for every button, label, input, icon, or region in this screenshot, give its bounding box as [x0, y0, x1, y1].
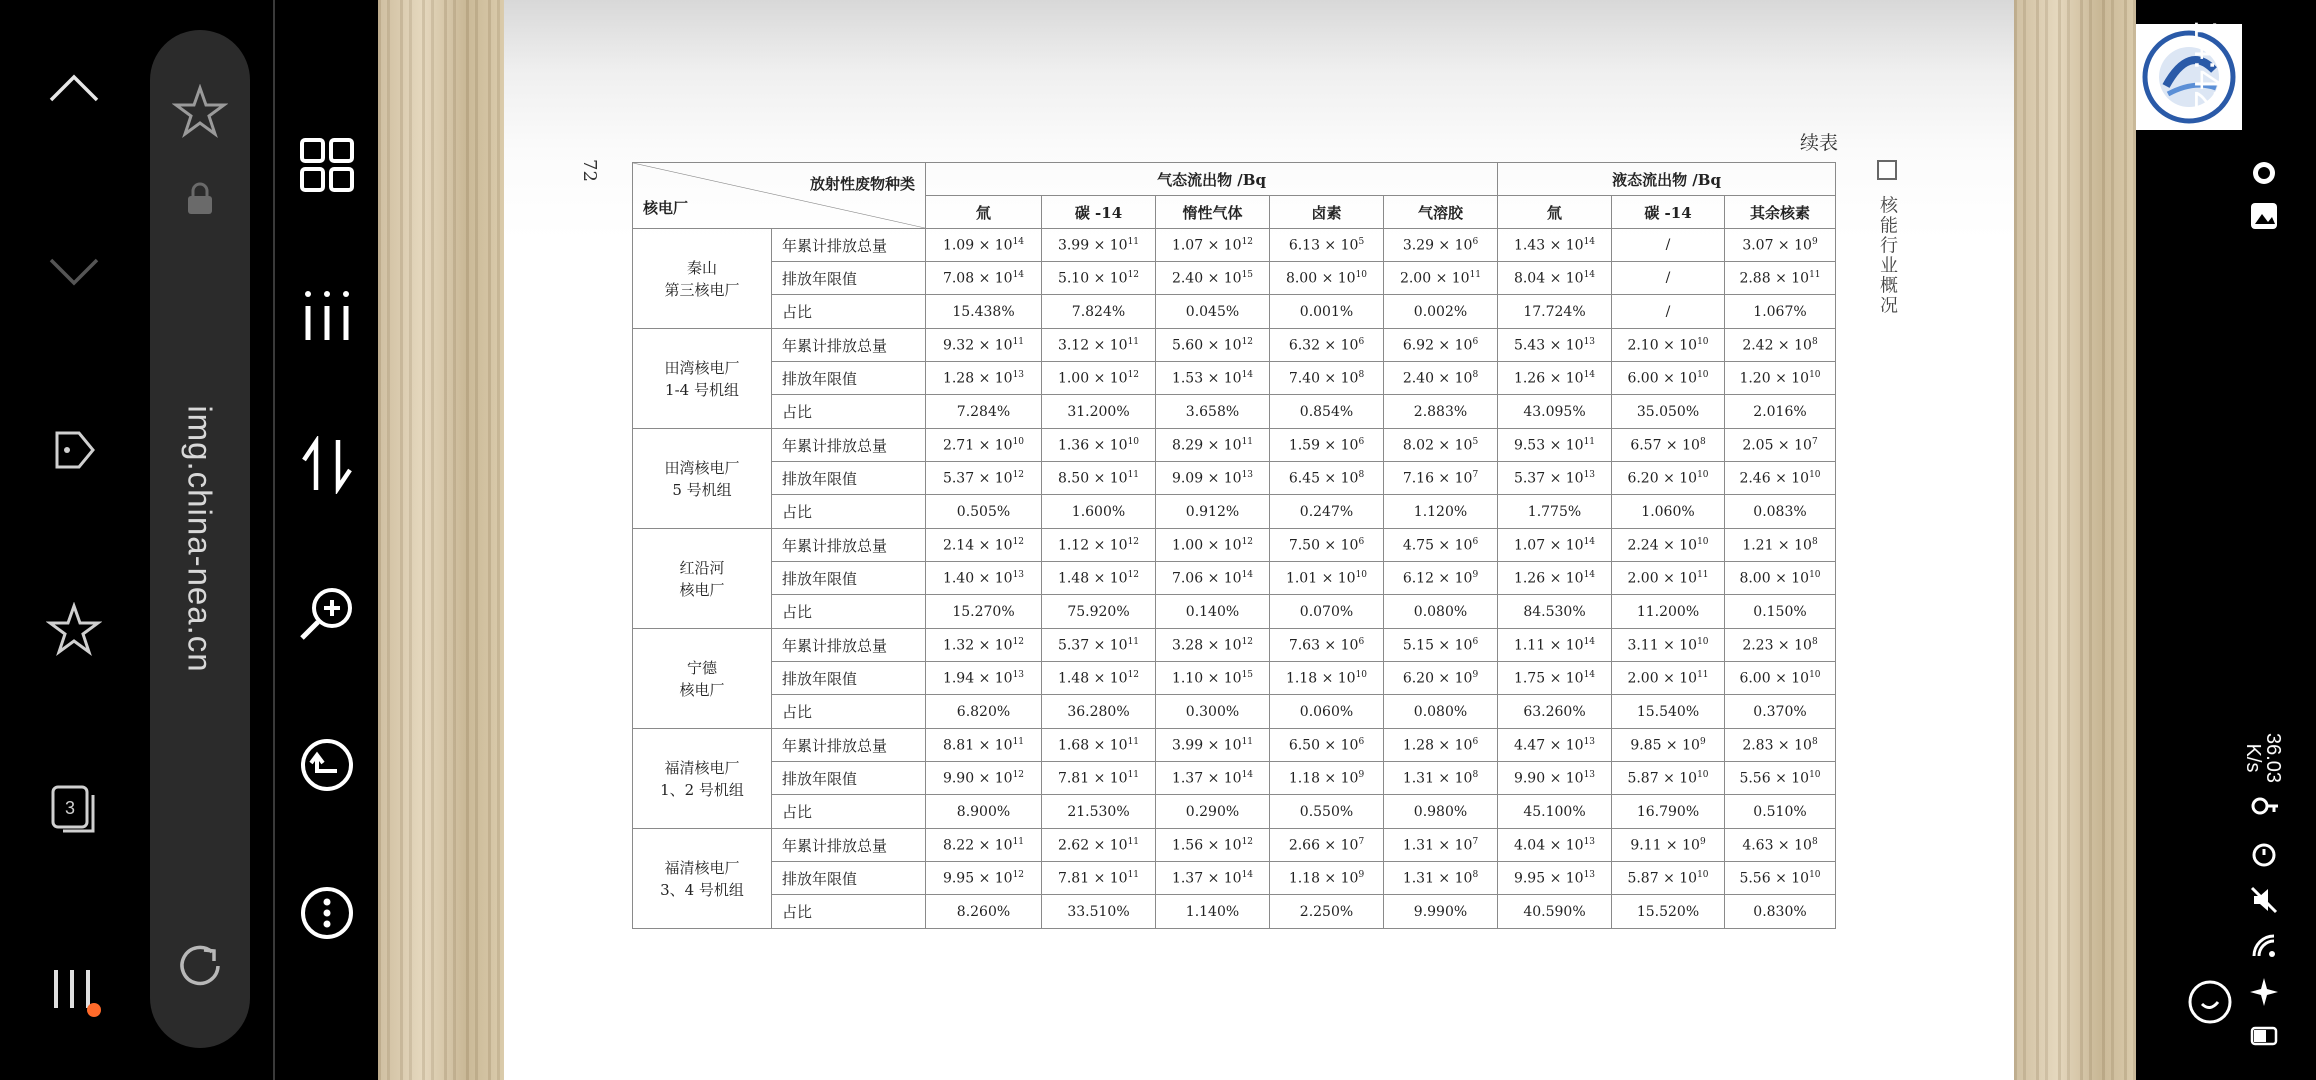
table-cell: $8.22 \times 10^{11}$	[926, 829, 1042, 862]
table-cell: $1.28 \times 10^{13}$	[926, 362, 1042, 395]
table-row	[633, 895, 1836, 929]
table-row	[633, 662, 1836, 695]
table-cell: $6.20 \times 10^{10}$	[1612, 462, 1725, 495]
table-cell: $5.60 \times 10^{12}$	[1156, 329, 1270, 362]
table-cell: 0.247%	[1270, 495, 1384, 529]
table-cell: $6.92 \times 10^6$	[1384, 329, 1498, 362]
wifi-icon	[2244, 926, 2284, 966]
column-header: 碳 -14	[1042, 196, 1156, 229]
clock: 14:42	[2187, 19, 2229, 111]
table-cell: $9.90 \times 10^{12}$	[926, 762, 1042, 795]
table-cell: 7.824%	[1042, 295, 1156, 329]
table-cell: $1.11 \times 10^{14}$	[1498, 629, 1612, 662]
battery-icon	[2244, 1016, 2284, 1056]
table-cell: /	[1612, 262, 1725, 295]
table-cell: $2.46 \times 10^{10}$	[1725, 462, 1836, 495]
table-cell: $2.00 \times 10^{11}$	[1612, 562, 1725, 595]
table-cell: $8.50 \times 10^{11}$	[1042, 462, 1156, 495]
plant-name-cell	[633, 629, 772, 729]
plant-name-cell	[633, 329, 772, 429]
corner-top-label: 放射性废物种类	[809, 175, 915, 193]
table-cell: $1.94 \times 10^{13}$	[926, 662, 1042, 695]
metric-label: 排放年限值	[772, 462, 926, 495]
table-cell: 0.510%	[1725, 795, 1836, 829]
table-cell: 17.724%	[1498, 295, 1612, 329]
table-cell: 8.900%	[926, 795, 1042, 829]
table-row	[633, 795, 1836, 829]
plant-name-line2: 核电厂	[679, 580, 725, 599]
table-cell: $7.81 \times 10^{11}$	[1042, 862, 1156, 895]
plant-name-line1: 福清核电厂	[664, 858, 740, 877]
table-cell: $7.63 \times 10^6$	[1270, 629, 1384, 662]
plant-name-line2: 核电厂	[679, 680, 725, 699]
plant-name-cell	[633, 529, 772, 629]
table-cell: $2.10 \times 10^{10}$	[1612, 329, 1725, 362]
table-cell: $5.56 \times 10^{10}$	[1725, 762, 1836, 795]
table-cell: $6.13 \times 10^5$	[1270, 229, 1384, 262]
table-cell: $4.63 \times 10^8$	[1725, 829, 1836, 862]
table-cell: 2.250%	[1270, 895, 1384, 929]
table-cell: 7.284%	[926, 395, 1042, 429]
table-cell: $2.62 \times 10^{11}$	[1042, 829, 1156, 862]
plant-name-line2: 第三核电厂	[664, 280, 740, 299]
metric-label: 年累计排放总量	[772, 829, 926, 862]
url-text[interactable]: img.china-nea.cn	[182, 405, 219, 673]
table-row	[633, 329, 1836, 362]
table-cell: 0.830%	[1725, 895, 1836, 929]
table-cell: $9.53 \times 10^{11}$	[1498, 429, 1612, 462]
column-header: 氚	[926, 196, 1042, 229]
swap-icon[interactable]	[294, 432, 360, 498]
table-row	[633, 495, 1836, 529]
table-cell: 1.060%	[1612, 495, 1725, 529]
plant-name-cell	[633, 829, 772, 929]
table-cell: $6.20 \times 10^9$	[1384, 662, 1498, 695]
table-cell: 8.260%	[926, 895, 1042, 929]
plant-name-cell	[633, 729, 772, 829]
table-cell: $9.95 \times 10^{13}$	[1498, 862, 1612, 895]
table-cell: $2.88 \times 10^{11}$	[1725, 262, 1836, 295]
table-cell: $9.85 \times 10^9$	[1612, 729, 1725, 762]
table-cell: $4.75 \times 10^6$	[1384, 529, 1498, 562]
table-cell: 0.912%	[1156, 495, 1270, 529]
table-row	[633, 695, 1836, 729]
metric-label: 年累计排放总量	[772, 729, 926, 762]
table-cell: $6.57 \times 10^8$	[1612, 429, 1725, 462]
column-header: 其余核素	[1725, 196, 1836, 229]
column-header: 惰性气体	[1156, 196, 1270, 229]
table-cell: $1.07 \times 10^{12}$	[1156, 229, 1270, 262]
section-marker-icon	[1877, 160, 1897, 180]
table-cell: 63.260%	[1498, 695, 1612, 729]
table-cell: $8.02 \times 10^5$	[1384, 429, 1498, 462]
table-row	[633, 229, 1836, 262]
group-header-liquid: 液态流出物 /Bq	[1498, 163, 1836, 196]
table-cell: $1.48 \times 10^{12}$	[1042, 562, 1156, 595]
rotate-icon[interactable]	[294, 732, 360, 798]
table-cell: 1.067%	[1725, 295, 1836, 329]
wood-background-right	[2014, 0, 2136, 1080]
table-cell: $9.11 \times 10^9$	[1612, 829, 1725, 862]
tabs-icon[interactable]	[34, 770, 114, 850]
metric-label: 年累计排放总量	[772, 629, 926, 662]
table-cell: 0.045%	[1156, 295, 1270, 329]
table-cell: 0.080%	[1384, 695, 1498, 729]
table-cell: 9.990%	[1384, 895, 1498, 929]
assistant-icon[interactable]	[2186, 978, 2234, 1026]
gallery-icon	[2244, 196, 2284, 236]
metric-label: 占比	[772, 295, 926, 329]
tag-icon[interactable]	[34, 410, 114, 490]
alarm-icon-2	[2244, 834, 2284, 874]
plant-name-cell	[633, 429, 772, 529]
table-cell: $1.26 \times 10^{14}$	[1498, 362, 1612, 395]
table-cell: 0.140%	[1156, 595, 1270, 629]
metric-label: 占比	[772, 895, 926, 929]
table-row	[633, 262, 1836, 295]
table-cell: $6.00 \times 10^{10}$	[1612, 362, 1725, 395]
table-cell: 15.270%	[926, 595, 1042, 629]
table-cell: 1.140%	[1156, 895, 1270, 929]
table-cell: $2.00 \times 10^{11}$	[1384, 262, 1498, 295]
table-cell: $3.11 \times 10^{10}$	[1612, 629, 1725, 662]
table-cell: $5.10 \times 10^{12}$	[1042, 262, 1156, 295]
table-cell: $3.28 \times 10^{12}$	[1156, 629, 1270, 662]
table-cell: 1.120%	[1384, 495, 1498, 529]
table-cell: 75.920%	[1042, 595, 1156, 629]
metric-label: 排放年限值	[772, 662, 926, 695]
metric-label: 年累计排放总量	[772, 529, 926, 562]
table-cell: $7.40 \times 10^8$	[1270, 362, 1384, 395]
table-cell: $1.31 \times 10^7$	[1384, 829, 1498, 862]
wood-background-left	[378, 0, 504, 1080]
table-cell: 0.080%	[1384, 595, 1498, 629]
table-cell: $2.66 \times 10^7$	[1270, 829, 1384, 862]
table-cell: $7.06 \times 10^{14}$	[1156, 562, 1270, 595]
table-cell: $6.00 \times 10^{10}$	[1725, 662, 1836, 695]
table-cell: $7.50 \times 10^6$	[1270, 529, 1384, 562]
column-header: 氚	[1498, 196, 1612, 229]
column-header: 碳 -14	[1612, 196, 1725, 229]
table-row	[633, 595, 1836, 629]
table-cell: $1.26 \times 10^{14}$	[1498, 562, 1612, 595]
table-cell: $1.18 \times 10^9$	[1270, 762, 1384, 795]
plant-name-line2: 1-4 号机组	[665, 380, 739, 399]
table-cell: $1.36 \times 10^{10}$	[1042, 429, 1156, 462]
table-cell: 0.505%	[926, 495, 1042, 529]
table-cell: $8.04 \times 10^{14}$	[1498, 262, 1612, 295]
table-cell: $9.32 \times 10^{11}$	[926, 329, 1042, 362]
table-cell: 15.438%	[926, 295, 1042, 329]
table-cell: $1.00 \times 10^{12}$	[1042, 362, 1156, 395]
table-cell: 1.600%	[1042, 495, 1156, 529]
more-icon[interactable]	[294, 880, 360, 946]
star-outline-icon[interactable]	[34, 590, 114, 670]
table-row	[633, 395, 1836, 429]
table-cell: $5.15 \times 10^6$	[1384, 629, 1498, 662]
table-row	[633, 762, 1836, 795]
table-cell: 0.070%	[1270, 595, 1384, 629]
table-cell: $1.53 \times 10^{14}$	[1156, 362, 1270, 395]
table-cell: 35.050%	[1612, 395, 1725, 429]
svg-text:3: 3	[64, 798, 76, 818]
table-cell: $3.12 \times 10^{11}$	[1042, 329, 1156, 362]
table-cell: /	[1612, 295, 1725, 329]
table-cell: 0.980%	[1384, 795, 1498, 829]
plant-name-cell	[633, 229, 772, 329]
table-cell: 40.590%	[1498, 895, 1612, 929]
table-cell: $1.09 \times 10^{14}$	[926, 229, 1042, 262]
table-cell: $1.48 \times 10^{12}$	[1042, 662, 1156, 695]
table-cell: $6.50 \times 10^6$	[1270, 729, 1384, 762]
table-cell: $3.99 \times 10^{11}$	[1042, 229, 1156, 262]
table-cell: $2.24 \times 10^{10}$	[1612, 529, 1725, 562]
table-cell: $2.83 \times 10^8$	[1725, 729, 1836, 762]
table-cell: $1.40 \times 10^{13}$	[926, 562, 1042, 595]
viewer-toolbar	[276, 0, 378, 1080]
table-cell: $5.87 \times 10^{10}$	[1612, 862, 1725, 895]
table-cell: $8.00 \times 10^{10}$	[1725, 562, 1836, 595]
menu-icon[interactable]	[34, 948, 114, 1028]
table-cell: $1.43 \times 10^{14}$	[1498, 229, 1612, 262]
table-cell: $7.08 \times 10^{14}$	[926, 262, 1042, 295]
table-cell: $1.37 \times 10^{14}$	[1156, 862, 1270, 895]
table-cell: $9.09 \times 10^{13}$	[1156, 462, 1270, 495]
table-cell: $2.23 \times 10^8$	[1725, 629, 1836, 662]
table-cell: $3.29 \times 10^6$	[1384, 229, 1498, 262]
table-cell: 0.002%	[1384, 295, 1498, 329]
table-cell: $1.28 \times 10^6$	[1384, 729, 1498, 762]
table-row	[633, 362, 1836, 395]
mute-icon	[2244, 880, 2284, 920]
table-cell: $1.31 \times 10^8$	[1384, 762, 1498, 795]
plant-name-line1: 宁德	[686, 658, 717, 677]
plant-name-line1: 田湾核电厂	[664, 358, 740, 377]
table-cell: $2.40 \times 10^{15}$	[1156, 262, 1270, 295]
table-cell: $4.47 \times 10^{13}$	[1498, 729, 1612, 762]
plant-name-line1: 红沿河	[679, 558, 725, 577]
metric-label: 排放年限值	[772, 262, 926, 295]
plant-name-line1: 秦山	[686, 258, 717, 277]
metric-label: 占比	[772, 695, 926, 729]
table-cell: 11.200%	[1612, 595, 1725, 629]
table-cell: $5.37 \times 10^{11}$	[1042, 629, 1156, 662]
table-row	[633, 562, 1836, 595]
metric-label: 排放年限值	[772, 562, 926, 595]
table-cell: 33.510%	[1042, 895, 1156, 929]
table-cell: 1.775%	[1498, 495, 1612, 529]
table-cell: $6.32 \times 10^6$	[1270, 329, 1384, 362]
table-cell: $1.07 \times 10^{14}$	[1498, 529, 1612, 562]
table-cell: $4.04 \times 10^{13}$	[1498, 829, 1612, 862]
group-header-gas: 气态流出物 /Bq	[926, 163, 1498, 196]
plant-name-line1: 福清核电厂	[664, 758, 740, 777]
table-cell: $5.87 \times 10^{10}$	[1612, 762, 1725, 795]
table-cell: $6.12 \times 10^9$	[1384, 562, 1498, 595]
table-cell: $9.95 \times 10^{12}$	[926, 862, 1042, 895]
columns-icon[interactable]	[294, 282, 360, 348]
table-cell: $2.42 \times 10^8$	[1725, 329, 1836, 362]
table-cell: $5.43 \times 10^{13}$	[1498, 329, 1612, 362]
metric-label: 占比	[772, 495, 926, 529]
table-cell: $3.07 \times 10^9$	[1725, 229, 1836, 262]
table-cell: $1.75 \times 10^{14}$	[1498, 662, 1612, 695]
table-cell: $2.05 \times 10^7$	[1725, 429, 1836, 462]
metric-label: 占比	[772, 395, 926, 429]
metric-label: 占比	[772, 795, 926, 829]
effluent-table	[632, 162, 1836, 929]
table-cell: /	[1612, 229, 1725, 262]
table-cell: $1.56 \times 10^{12}$	[1156, 829, 1270, 862]
table-cell: $5.37 \times 10^{12}$	[926, 462, 1042, 495]
plant-name-line2: 3、4 号机组	[660, 880, 744, 899]
table-row	[633, 529, 1836, 562]
column-header: 卤素	[1270, 196, 1384, 229]
table-row	[633, 862, 1836, 895]
table-row	[633, 729, 1836, 762]
table-cell: 0.300%	[1156, 695, 1270, 729]
table-cell: $1.31 \times 10^8$	[1384, 862, 1498, 895]
table-cell: 0.001%	[1270, 295, 1384, 329]
table-row	[633, 629, 1836, 662]
table-cell: $1.68 \times 10^{11}$	[1042, 729, 1156, 762]
metric-label: 排放年限值	[772, 862, 926, 895]
table-cell: $8.81 \times 10^{11}$	[926, 729, 1042, 762]
table-row	[633, 829, 1836, 862]
table-cell: $1.32 \times 10^{12}$	[926, 629, 1042, 662]
table-cell: 15.540%	[1612, 695, 1725, 729]
table-cell: $1.37 \times 10^{14}$	[1156, 762, 1270, 795]
plant-name-line2: 5 号机组	[672, 480, 732, 499]
metric-label: 排放年限值	[772, 762, 926, 795]
table-cell: $2.40 \times 10^8$	[1384, 362, 1498, 395]
table-cell: 2.016%	[1725, 395, 1836, 429]
table-cell: $9.90 \times 10^{13}$	[1498, 762, 1612, 795]
alarm-icon	[2244, 152, 2284, 192]
table-cell: $1.20 \times 10^{10}$	[1725, 362, 1836, 395]
metric-label: 年累计排放总量	[772, 329, 926, 362]
running-head-text: 核能行业概况	[1877, 195, 1898, 316]
table-cell: 36.280%	[1042, 695, 1156, 729]
table-cell: $1.12 \times 10^{12}$	[1042, 529, 1156, 562]
refresh-icon[interactable]	[174, 940, 226, 992]
table-cell: $8.29 \times 10^{11}$	[1156, 429, 1270, 462]
grid-icon[interactable]	[294, 132, 360, 198]
table-cell: 0.083%	[1725, 495, 1836, 529]
table-cell: $7.81 \times 10^{11}$	[1042, 762, 1156, 795]
table-cell: 6.820%	[926, 695, 1042, 729]
status-bar	[2136, 0, 2316, 1080]
table-cell: 31.200%	[1042, 395, 1156, 429]
table-cell: $8.00 \times 10^{10}$	[1270, 262, 1384, 295]
table-row	[633, 462, 1836, 495]
table-cell: $1.18 \times 10^9$	[1270, 862, 1384, 895]
airplane-icon	[2244, 972, 2284, 1012]
divider	[273, 0, 275, 1080]
table-row	[633, 429, 1836, 462]
page-number: 72	[578, 159, 600, 182]
chevron-down-icon[interactable]	[34, 232, 114, 312]
table-cell: $7.16 \times 10^7$	[1384, 462, 1498, 495]
table-cell: 0.370%	[1725, 695, 1836, 729]
table-cell: $6.45 \times 10^8$	[1270, 462, 1384, 495]
table-cell: $3.99 \times 10^{11}$	[1156, 729, 1270, 762]
table-cell: $5.56 \times 10^{10}$	[1725, 862, 1836, 895]
table-cell: $1.59 \times 10^6$	[1270, 429, 1384, 462]
table-cell: $1.18 \times 10^{10}$	[1270, 662, 1384, 695]
table-cell: $1.01 \times 10^{10}$	[1270, 562, 1384, 595]
network-speed	[2243, 733, 2283, 783]
metric-label: 排放年限值	[772, 362, 926, 395]
network-speed-value: 36.03	[2262, 732, 2285, 784]
running-head	[1870, 160, 1900, 316]
table-cell: 0.550%	[1270, 795, 1384, 829]
table-cell: 16.790%	[1612, 795, 1725, 829]
metric-label: 占比	[772, 595, 926, 629]
table-cell: $1.00 \times 10^{12}$	[1156, 529, 1270, 562]
table-cell: 0.854%	[1270, 395, 1384, 429]
browser-nav-bar	[0, 0, 148, 1080]
table-cell: 3.658%	[1156, 395, 1270, 429]
table-cell: $5.37 \times 10^{13}$	[1498, 462, 1612, 495]
chevron-up-icon[interactable]	[34, 48, 114, 128]
continued-label: 续表	[1800, 132, 1839, 154]
address-bar[interactable]	[150, 30, 250, 1048]
table-cell: 15.520%	[1612, 895, 1725, 929]
metric-label: 年累计排放总量	[772, 429, 926, 462]
table-body	[633, 229, 1836, 929]
corner-bottom-label: 核电厂	[643, 199, 689, 217]
table-cell: $2.00 \times 10^{11}$	[1612, 662, 1725, 695]
table-cell: $2.71 \times 10^{10}$	[926, 429, 1042, 462]
plant-name-line1: 田湾核电厂	[664, 458, 740, 477]
table-corner-header	[633, 163, 926, 229]
table-cell: 84.530%	[1498, 595, 1612, 629]
table-cell: 43.095%	[1498, 395, 1612, 429]
table-cell: 0.150%	[1725, 595, 1836, 629]
metric-label: 年累计排放总量	[772, 229, 926, 262]
key-icon	[2244, 786, 2284, 826]
plant-name-line2: 1、2 号机组	[660, 780, 744, 799]
table-cell: 0.060%	[1270, 695, 1384, 729]
column-header: 气溶胶	[1384, 196, 1498, 229]
table-cell: $1.10 \times 10^{15}$	[1156, 662, 1270, 695]
network-speed-unit: K/s	[2242, 743, 2265, 773]
zoom-in-icon[interactable]	[294, 580, 360, 646]
table-cell: $2.14 \times 10^{12}$	[926, 529, 1042, 562]
table-cell: 0.290%	[1156, 795, 1270, 829]
table-row	[633, 295, 1836, 329]
table-cell: 21.530%	[1042, 795, 1156, 829]
table-cell: 45.100%	[1498, 795, 1612, 829]
table-cell: $1.21 \times 10^8$	[1725, 529, 1836, 562]
table-cell: 2.883%	[1384, 395, 1498, 429]
